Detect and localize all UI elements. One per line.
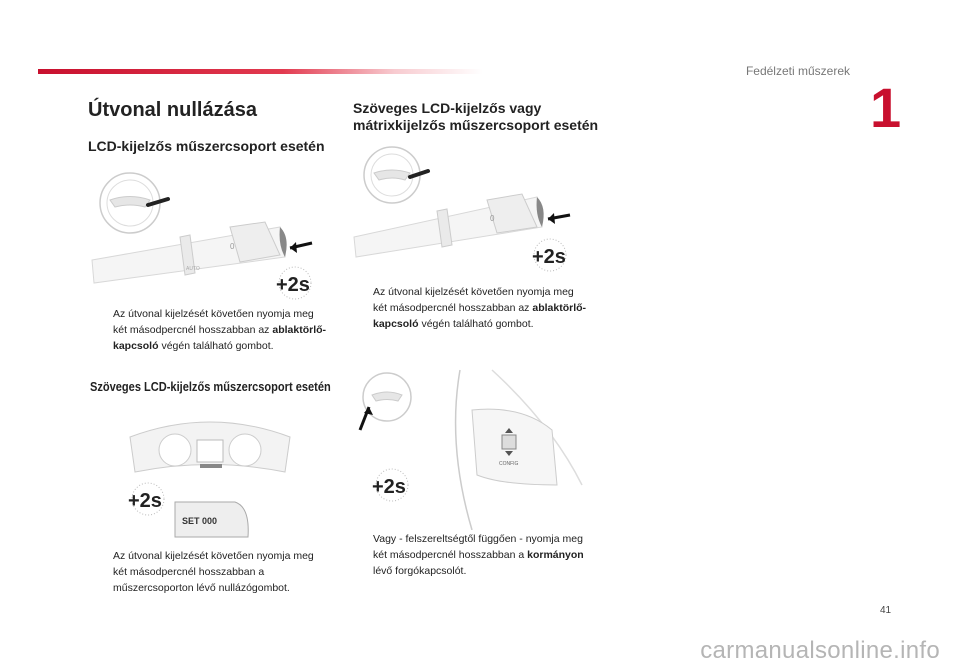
right-bullet-1: Az útvonal kijelzését követően nyomja meg két másodpercnél hosszabban az ablaktörlő-kapcsoló végén található gombot. bbox=[373, 286, 587, 330]
press-badge: +2s bbox=[532, 246, 566, 268]
svg-text:0: 0 bbox=[230, 242, 235, 251]
page-number: 41 bbox=[880, 605, 892, 616]
left-bullet-2: Az útvonal kijelzését követően nyomja meg két másodpercnél hosszabban a műszercsoporton lévő nullázógombot. bbox=[113, 550, 314, 594]
right-bullet-2: Vagy - felszereltségtől függően - nyomja meg két másodpercnél hosszabban a kormányon lévő forgókapcsolót. bbox=[373, 533, 584, 577]
press-badge: +2s bbox=[128, 490, 162, 512]
chapter-number: 1 bbox=[870, 76, 902, 139]
svg-text:AUTO: AUTO bbox=[186, 266, 200, 272]
subtitle-text-lcd: Szöveges LCD-kijelzős műszercsoport esetén bbox=[90, 379, 331, 394]
left-bullet-1: Az útvonal kijelzését követően nyomja meg két másodpercnél hosszabban az ablaktörlő-kapcsoló végén található gombot. bbox=[113, 308, 327, 352]
page-title: Útvonal nullázása bbox=[88, 99, 257, 121]
press-arrow-icon bbox=[290, 242, 297, 253]
svg-text:0: 0 bbox=[490, 214, 495, 223]
header-accent-line bbox=[38, 69, 483, 74]
subtitle-matrix: Szöveges LCD-kijelzős vagy mátrixkijelzős műszercsoport esetén bbox=[353, 100, 599, 133]
section-title: Fedélzeti műszerek bbox=[745, 64, 850, 78]
footer-watermark[interactable]: carmanualsonline.info bbox=[700, 637, 940, 664]
press-arrow-icon bbox=[548, 213, 555, 224]
steering-wheel-illustration bbox=[352, 365, 592, 530]
wiper-stalk-illustration bbox=[90, 165, 320, 300]
press-badge: +2s bbox=[276, 274, 310, 296]
wiper-stalk-illustration-right bbox=[352, 145, 582, 275]
config-label: CONFIG bbox=[499, 461, 519, 467]
lcd-display: SET 000 bbox=[182, 516, 218, 526]
press-badge: +2s bbox=[372, 476, 406, 498]
subtitle-lcd: LCD-kijelzős műszercsoport esetén bbox=[88, 138, 325, 154]
instrument-cluster-illustration bbox=[120, 412, 300, 542]
